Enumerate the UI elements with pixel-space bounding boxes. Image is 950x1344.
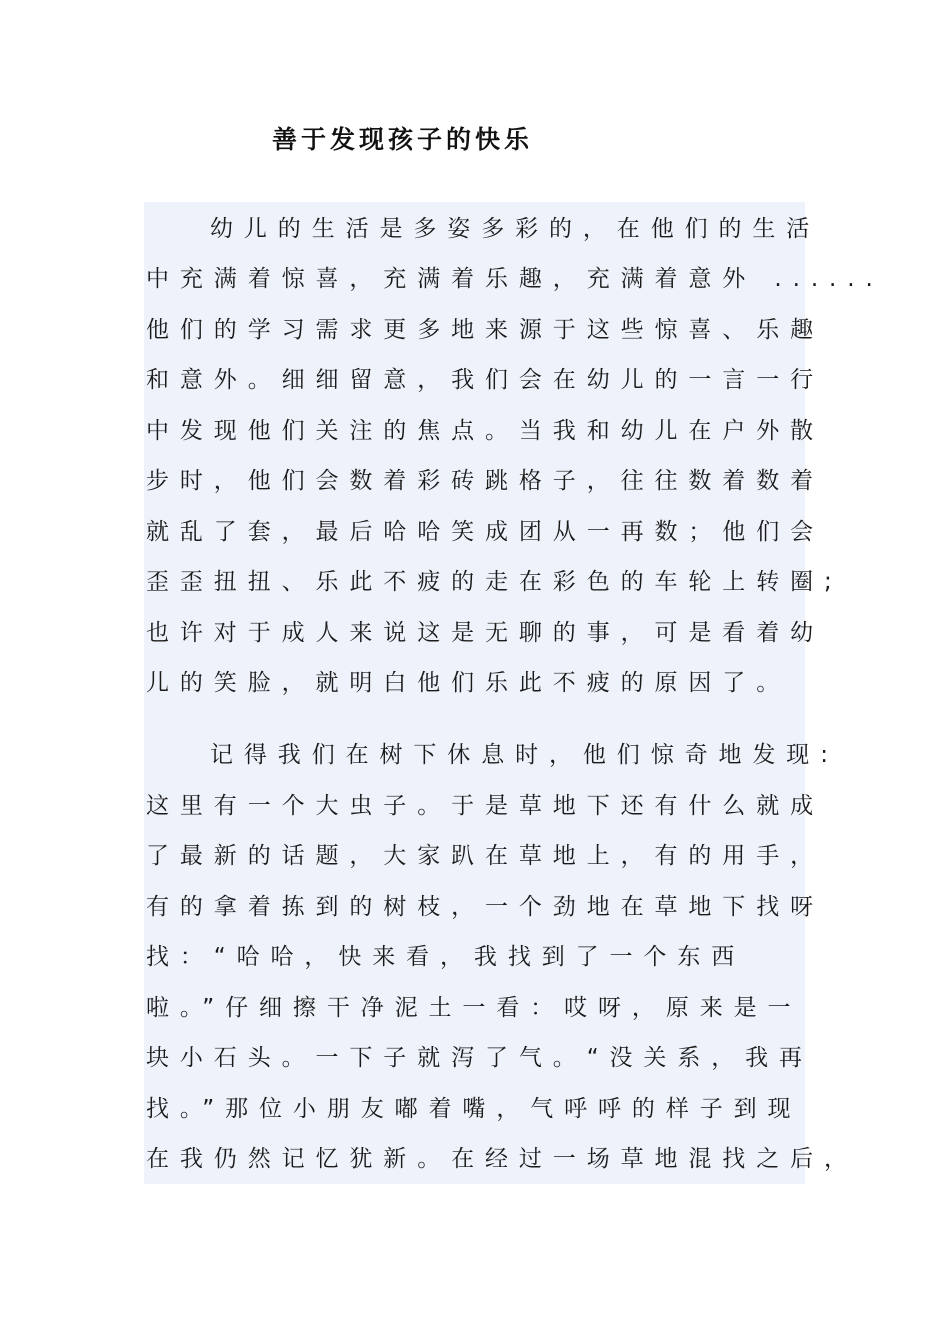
text-line: 这里有一个大虫子。于是草地下还有什么就成 bbox=[146, 793, 824, 819]
text-line: 找。”那位小朋友嘟着嘴，气呼呼的样子到现 bbox=[146, 1096, 802, 1122]
text-line: 了最新的话题，大家趴在草地上，有的用手， bbox=[146, 843, 824, 869]
text-line: 啦。”仔细擦干净泥土一看：哎呀，原来是一 bbox=[146, 995, 802, 1021]
text-line: 记得我们在树下休息时，他们惊奇地发现: bbox=[210, 742, 839, 768]
text-line: 中发现他们关注的焦点。当我和幼儿在户外散 bbox=[146, 418, 824, 444]
text-line: 歪歪扭扭、乐此不疲的走在彩色的车轮上转圈; bbox=[146, 569, 843, 595]
text-line: 块小石头。一下子就泻了气。“没关系，我再 bbox=[146, 1045, 813, 1071]
text-line: 在我仍然记忆犹新。在经过一场草地混找之后， bbox=[146, 1146, 858, 1172]
text-line: 中充满着惊喜，充满着乐趣，充满着意外 ...... bbox=[146, 266, 884, 292]
text-line: 就乱了套，最后哈哈笑成团从一再数；他们会 bbox=[146, 519, 824, 545]
text-line: 找：“哈哈，快来看，我找到了一个东西 bbox=[146, 944, 746, 970]
text-line: 儿的笑脸，就明白他们乐此不疲的原因了。 bbox=[146, 670, 791, 696]
document-title: 善于发现孩子的快乐 bbox=[272, 125, 534, 154]
text-line: 他们的学习需求更多地来源于这些惊喜、乐趣 bbox=[146, 317, 824, 343]
text-line: 有的拿着拣到的树枝，一个劲地在草地下找呀 bbox=[146, 894, 824, 920]
text-line: 和意外。细细留意，我们会在幼儿的一言一行 bbox=[146, 367, 824, 393]
text-line: 也许对于成人来说这是无聊的事，可是看着幼 bbox=[146, 620, 824, 646]
text-line: 步时，他们会数着彩砖跳格子，往往数着数着 bbox=[146, 468, 824, 494]
text-line: 幼儿的生活是多姿多彩的，在他们的生活 bbox=[210, 216, 821, 242]
